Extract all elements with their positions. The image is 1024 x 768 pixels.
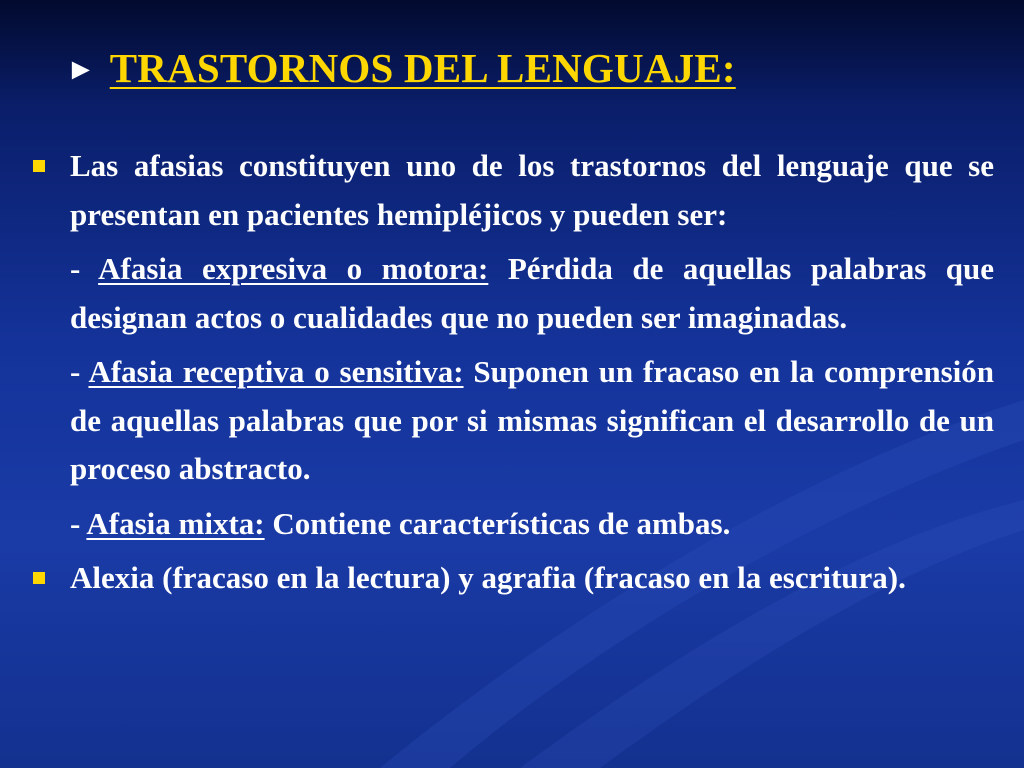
bullet-text: Las afasias constituyen uno de los trastornos del lenguaje que se presentan en pacientes hemipléjicos y pueden ser:: [70, 148, 994, 232]
title-arrow-icon: ►: [66, 53, 96, 86]
title-text: TRASTORNOS DEL LENGUAJE:: [109, 45, 736, 91]
square-bullet-icon: [33, 572, 45, 584]
dash: -: [70, 354, 89, 389]
square-bullet-icon: [33, 160, 45, 172]
term-afasia-receptiva: Afasia receptiva o sensitiva:: [88, 354, 464, 389]
sub-item-afasia-receptiva: [70, 348, 994, 494]
slide-body: [70, 142, 994, 603]
term-afasia-mixta: Afasia mixta:: [86, 505, 265, 541]
dash: -: [70, 251, 99, 286]
definition-text: Contiene características de ambas.: [264, 505, 731, 541]
term-afasia-expresiva: Afasia expresiva o motora:: [98, 251, 489, 286]
definition-text: Pérdida de aquellas palabras que designan actos o cualidades que no pueden ser imaginadas.: [70, 251, 994, 335]
bullet-item-afasias: [70, 142, 994, 239]
dash: -: [70, 505, 87, 541]
sub-item-afasia-expresiva: [70, 245, 994, 342]
sub-item-afasia-mixta: [70, 500, 994, 549]
bullet-text: Alexia (fracaso en la lectura) y agrafia (fracaso en la escritura).: [70, 560, 906, 595]
definition-text: Suponen un fracaso en la comprensión de aquellas palabras que por si mismas significan el desarrollo de un proceso abstracto.: [70, 354, 995, 486]
slide-title: [66, 38, 736, 98]
bullet-item-alexia: [70, 554, 994, 603]
